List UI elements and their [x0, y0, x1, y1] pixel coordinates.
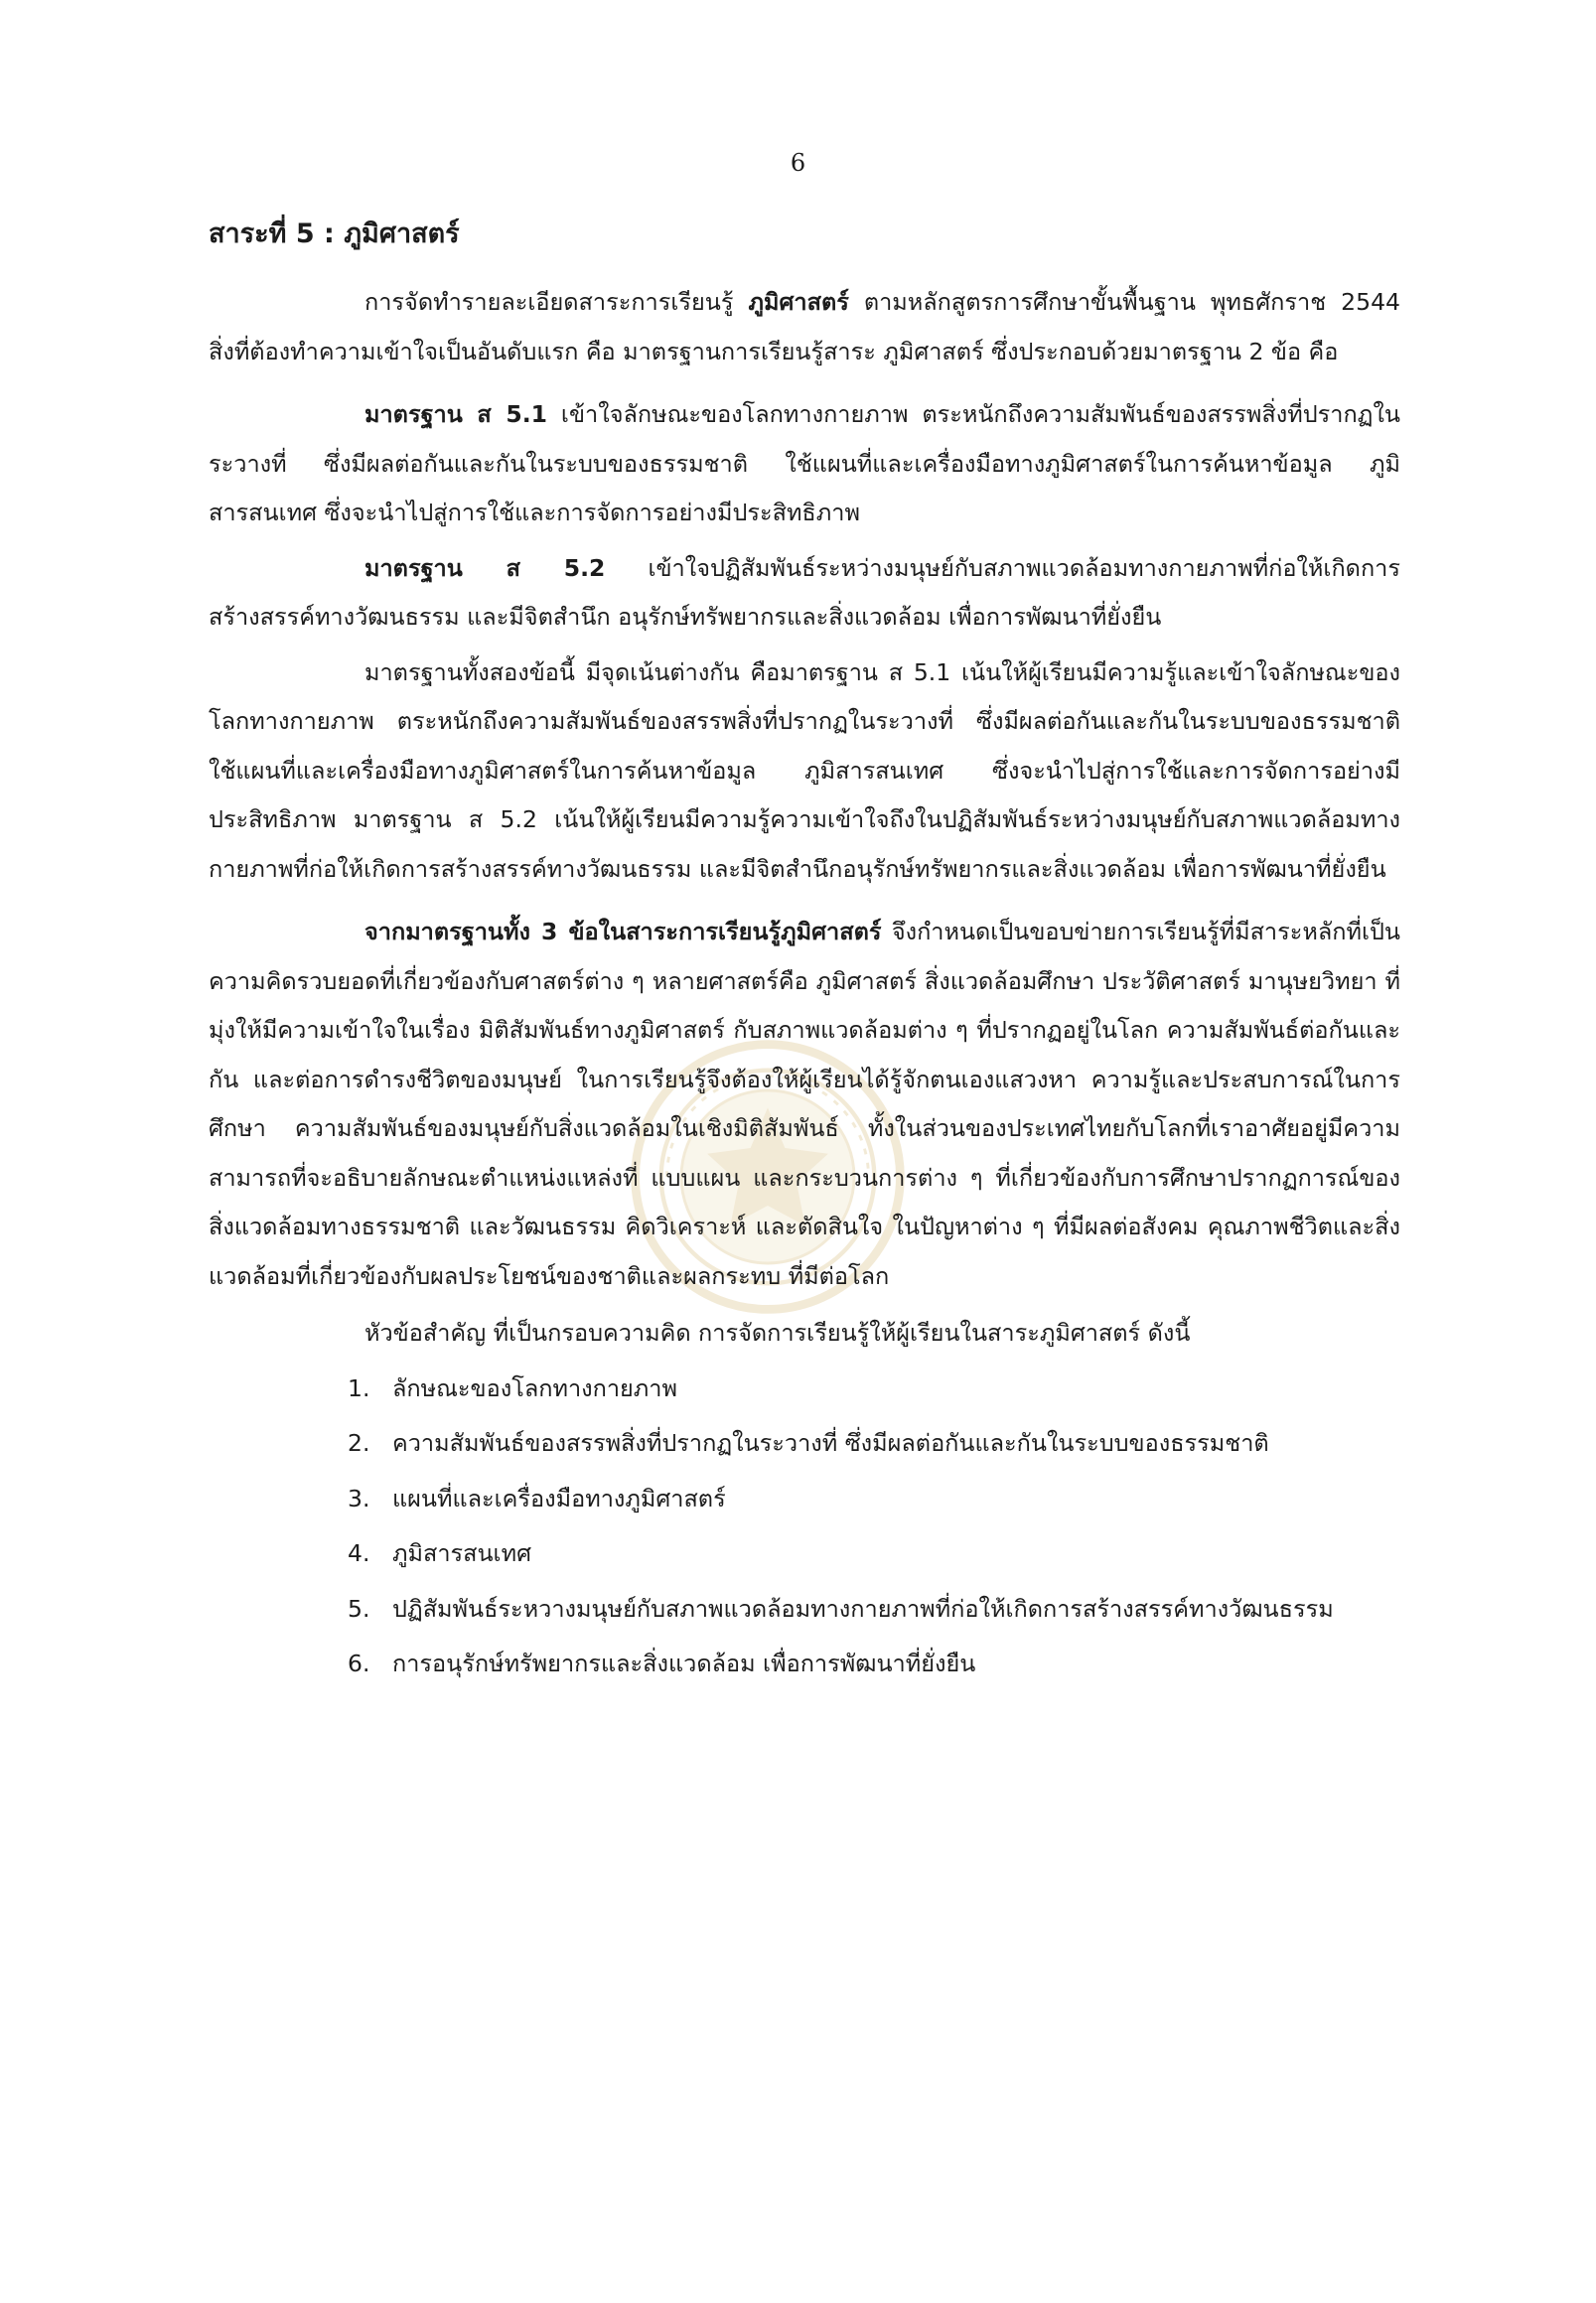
framework-paragraph — [209, 908, 1400, 1301]
framework-bold-lead: จากมาตรฐานทั้ง 3 ข้อในสาระการเรียนรู้ภูมิศาสตร์ — [364, 918, 882, 945]
page-number: 6 — [790, 149, 806, 177]
list-item — [348, 1529, 1400, 1579]
list-item-text: แผนที่และเครื่องมือทางภูมิศาสตร์ — [392, 1484, 726, 1512]
intro-text-start: การจัดทำรายละเอียดสาระการเรียนรู้ — [364, 288, 749, 316]
list-item-number: 2. — [348, 1429, 370, 1457]
document-body — [209, 211, 1400, 1695]
list-item-text: ปฏิสัมพันธ์ระหวางมนุษย์กับสภาพแวดล้อมทางกายภาพที่ก่อให้เกิดการสร้างสรรค์ทางวัฒนธรรม — [392, 1594, 1334, 1623]
standard-5-2-paragraph — [209, 544, 1400, 643]
intro-paragraph — [209, 278, 1400, 376]
list-item-text: ลักษณะของโลกทางกายภาพ — [392, 1373, 677, 1402]
standard-5-2-text: เข้าใจปฏิสัมพันธ์ระหว่างมนุษย์กับสภาพแวดล้อมทางกายภาพที่ก่อให้เกิดการสร้างสรรค์ทางวัฒนธรรม และมีจิตสำนึก อนุรักษ์ทรัพยากรและสิ่งแวดล้อม เพื่อการพัฒนาที่ยั่งยืน — [209, 553, 1400, 631]
topics-list — [209, 1365, 1400, 1689]
section-title: สาระที่ 5 : ภูมิศาสตร์ — [209, 218, 460, 249]
framework-text: จึงกำหนดเป็นขอบข่ายการเรียนรู้ที่มีสาระหลักที่เป็นความคิดรวบยอดที่เกี่ยวข้องกับศาสตร์ต่าง ๆ หลายศาสตร์คือ ภูมิศาสตร์ สิ่งแวดล้อมศึกษา ประวัติศาสตร์ มานุษยวิทยา ที่มุ่งให้มีความเข้าใจในเรื่อง มิติสัมพันธ์ทางภูมิศาสตร์ กับสภาพแวดล้อมต่าง ๆ ที่ปรากฏอยู่ในโลก ความสัมพันธ์ต่อกันและกัน และต่อการดำรงชีวิตของมนุษย์ ในการเรียนรู้จึงต้องให้ผู้เรียนได้รู้จักตนเองแสวงหา ความรู้และประสบการณ์ในการศึกษา ความสัมพันธ์ของมนุษย์กับสิ่งแวดล้อมในเชิงมิติสัมพันธ์ ทั้งในส่วนของประเทศไทยกับโลกที่เราอาศัยอยู่มีความสามารถที่จะอธิบายลักษณะตำแหน่งแหล่งที่ แบบแผน และกระบวนการต่าง ๆ ที่เกี่ยวข้องกับการศึกษาปรากฏการณ์ของสิ่งแวดล้อมทางธรรมชาติ และวัฒนธรรม คิดวิเคราะห์ และตัดสินใจ ในปัญหาต่าง ๆ ที่มีผลต่อสังคม คุณภาพชีวิตและสิ่งแวดล้อมที่เกี่ยวข้องกับผลประโยชน์ของชาติและผลกระทบ ที่มีต่อโลก — [209, 918, 1400, 1290]
standard-5-1-text: เข้าใจลักษณะของโลกทางกายภาพ ตระหนักถึงความสัมพันธ์ของสรรพสิ่งที่ปรากฏในระวางที่ ซึ่งมีผลต่อกันและกันในระบบของธรรมชาติ ใช้แผนที่และเครื่องมือทางภูมิศาสตร์ในการค้นหาข้อมูล ภูมิสารสนเทศ ซึ่งจะนำไปสู่การใช้และการจัดการอย่างมีประสิทธิภาพ — [209, 400, 1400, 526]
list-item-text: ภูมิสารสนเทศ — [392, 1539, 531, 1567]
list-item — [348, 1475, 1400, 1524]
comparison-paragraph: มาตรฐานทั้งสองข้อนี้ มีจุดเน้นต่างกัน คือมาตรฐาน ส 5.1 เน้นให้ผู้เรียนมีความรู้และเข้าใจลักษณะของโลกทางกายภาพ ตระหนักถึงความสัมพันธ์ของสรรพสิ่งที่ปรากฏในระวางที่ ซึ่งมีผลต่อกันและกันในระบบของธรรมชาติ ใช้แผนที่และเครื่องมือทางภูมิศาสตร์ในการค้นหาข้อมูล ภูมิสารสนเทศ ซึ่งจะนำไปสู่การใช้และการจัดการอย่างมีประสิทธิภาพ มาตรฐาน ส 5.2 เน้นให้ผู้เรียนมีความรู้ความเข้าใจถึงในปฏิสัมพันธ์ระหว่างมนุษย์กับสภาพแวดล้อมทางกายภาพที่ก่อให้เกิดการสร้างสรรค์ทางวัฒนธรรม และมีจิตสำนึกอนุรักษ์ทรัพยากรและสิ่งแวดล้อม เพื่อการพัฒนาที่ยั่งยืน — [209, 657, 1400, 883]
list-item — [348, 1419, 1400, 1469]
topics-lead: หัวข้อสำคัญ ที่เป็นกรอบความคิด การจัดการเรียนรู้ให้ผู้เรียนในสาระภูมิศาสตร์ ดังนี้ — [364, 1319, 1191, 1347]
list-item-number: 5. — [348, 1594, 370, 1623]
list-item-text: ความสัมพันธ์ของสรรพสิ่งที่ปรากฏในระวางที่ ซึ่งมีผลต่อกันและกันในระบบของธรรมชาติ — [392, 1429, 1269, 1457]
list-item-number: 6. — [348, 1650, 370, 1677]
intro-text-end: ตามหลักสูตรการศึกษาขั้นพื้นฐาน พุทธศักราช 2544 สิ่งที่ต้องทำความเข้าใจเป็นอันดับแรก คือ มาตรฐานการเรียนรู้สาระ ภูมิศาสตร์ ซึ่งประกอบด้วยมาตรฐาน 2 ข้อ คือ — [209, 288, 1400, 365]
list-item — [348, 1640, 1400, 1689]
list-item — [348, 1585, 1400, 1635]
list-item-text: การอนุรักษ์ทรัพยากรและสิ่งแวดล้อม เพื่อการพัฒนาที่ยั่งยืน — [392, 1650, 976, 1677]
intro-bold-term: ภูมิศาสตร์ — [748, 288, 849, 316]
list-item-number: 3. — [348, 1484, 370, 1512]
list-item-number: 1. — [348, 1373, 370, 1402]
list-item-number: 4. — [348, 1539, 370, 1567]
standard-5-1-paragraph — [209, 390, 1400, 538]
standard-5-2-label: มาตรฐาน ส 5.2 — [364, 553, 606, 582]
standard-5-1-label: มาตรฐาน ส 5.1 — [364, 400, 548, 428]
list-item — [348, 1365, 1400, 1414]
